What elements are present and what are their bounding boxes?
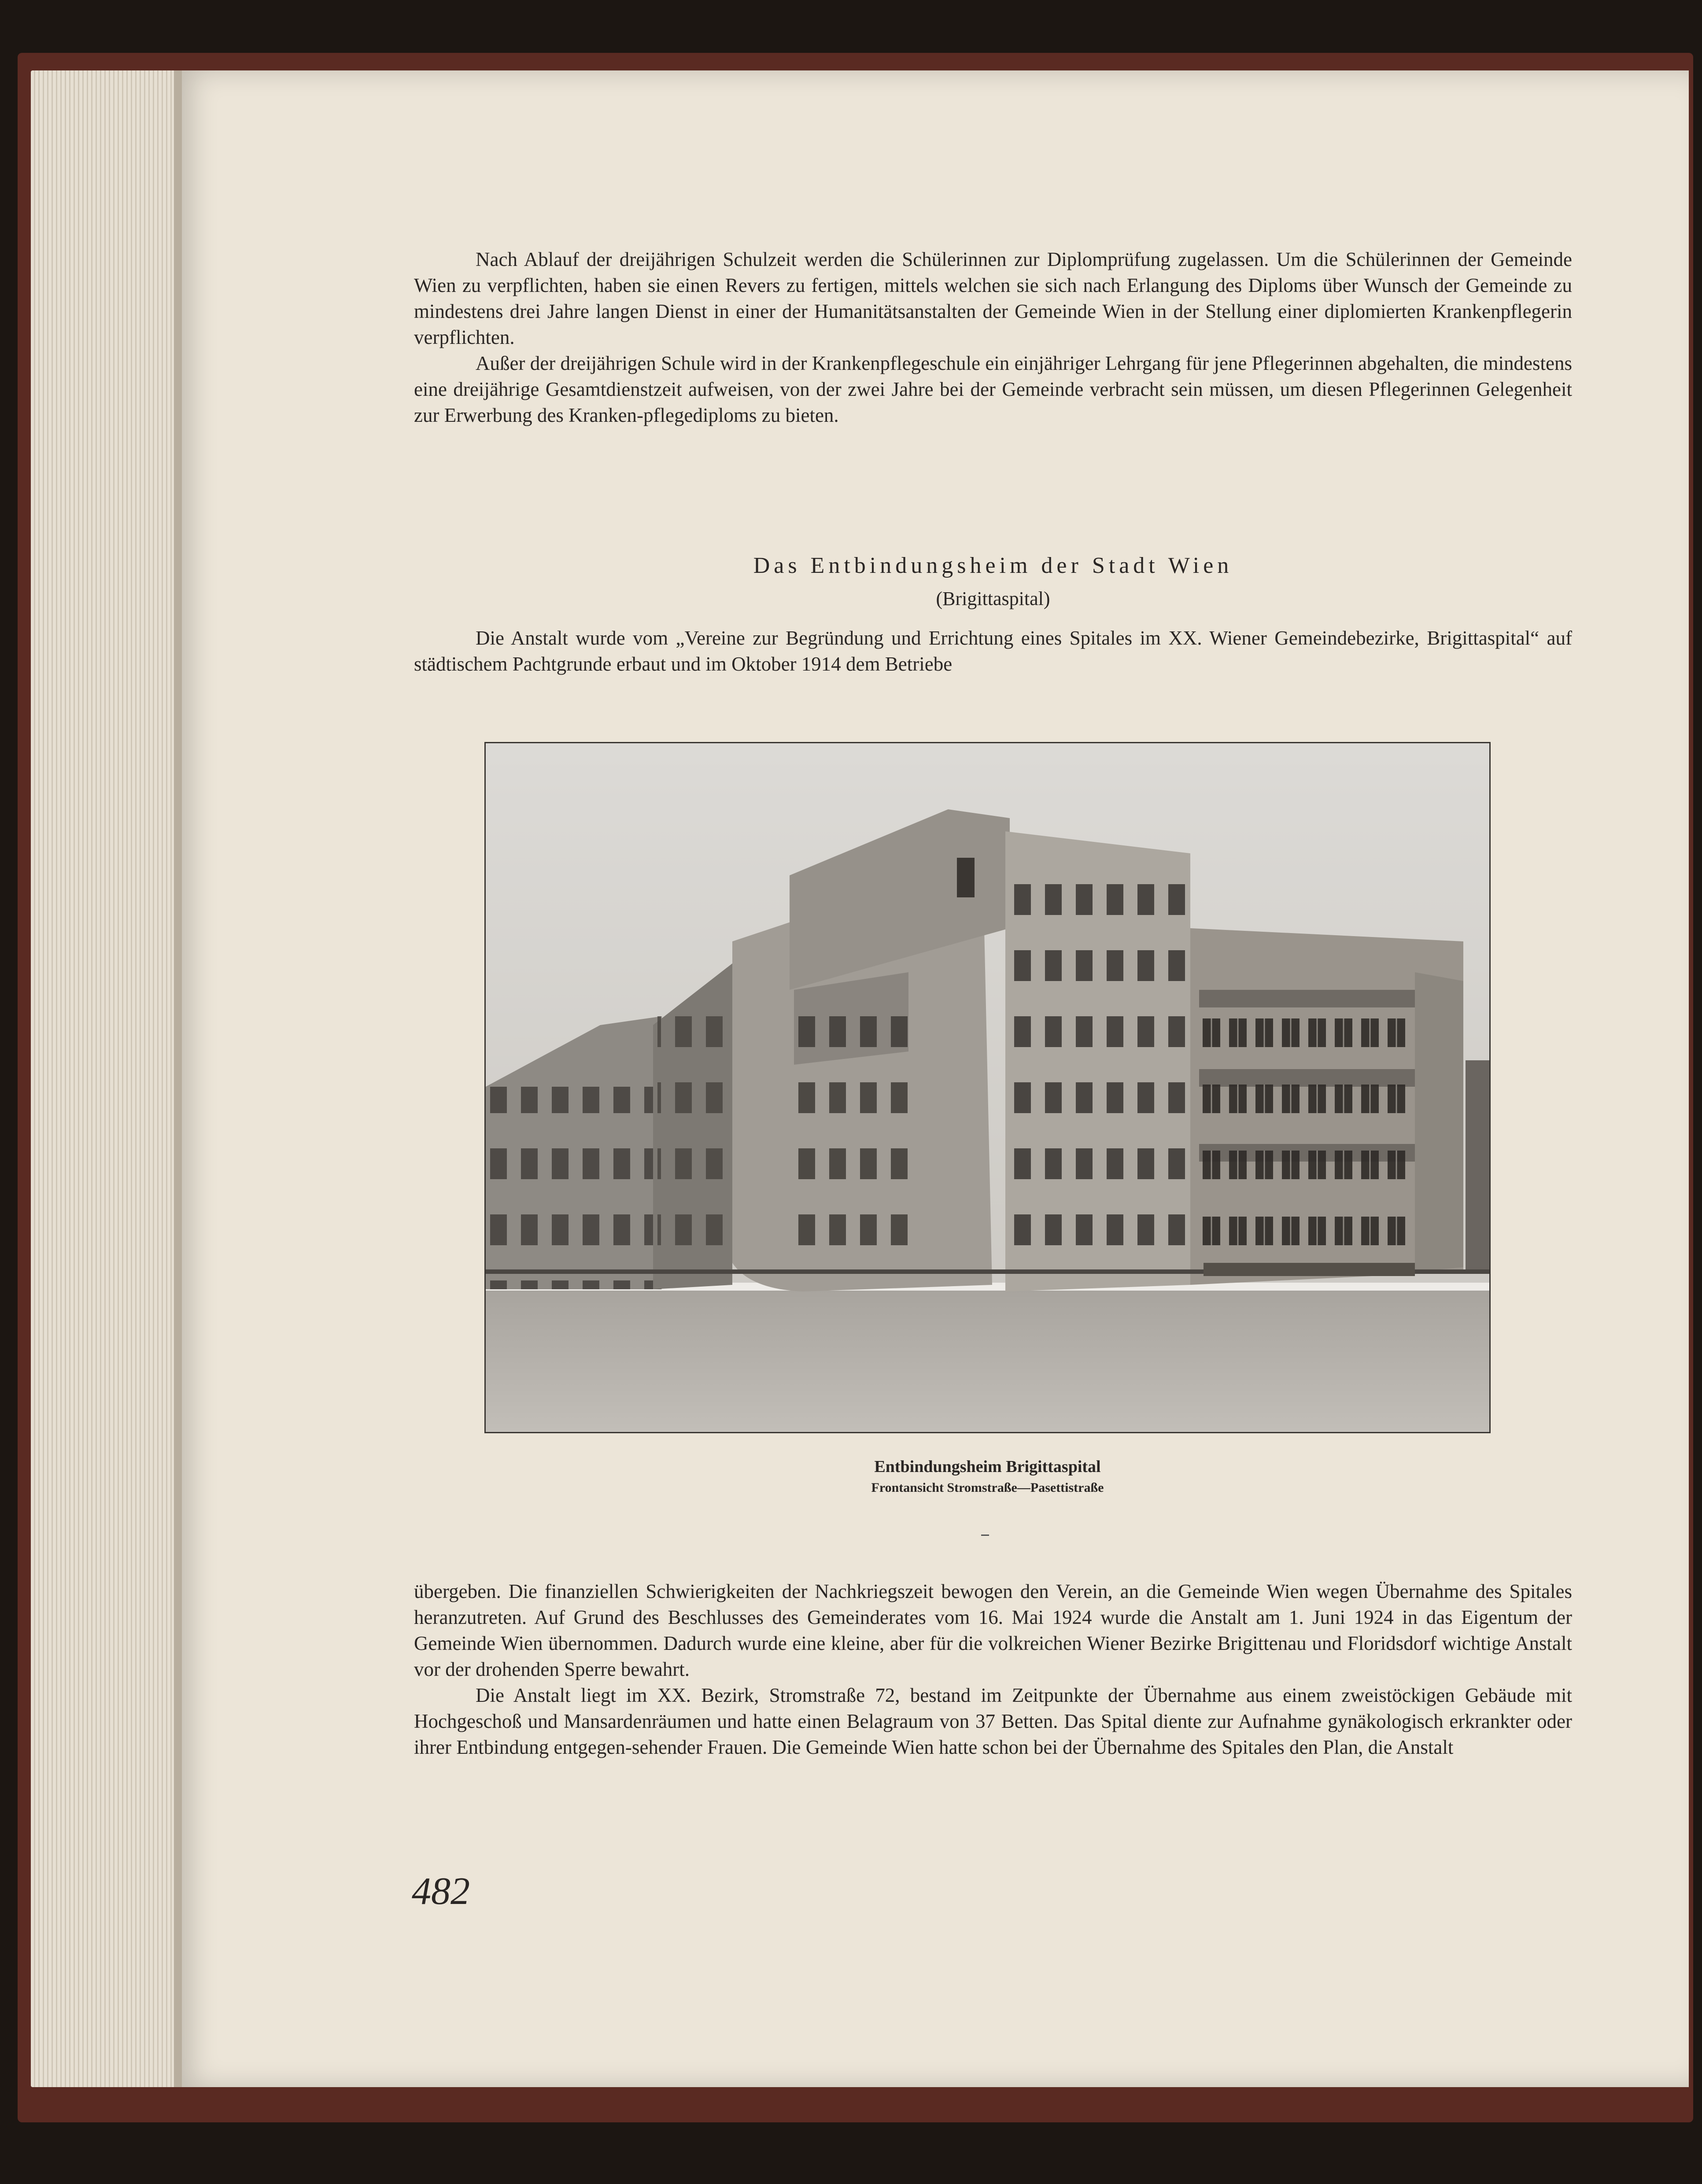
- building-photo: [484, 742, 1491, 1433]
- building-illustration: [486, 743, 1489, 1432]
- page-gutter: [174, 70, 182, 2087]
- page-edges: [31, 70, 176, 2087]
- caption-divider: [981, 1535, 989, 1536]
- paragraph-intro: Die Anstalt wurde vom „Vereine zur Begründung und Errichtung eines Spitales im XX. Wiener Gemeindebezirke, Brigittaspital“ auf städtischem Pachtgrunde erbaut und im Oktober 1914 dem Betriebe: [414, 627, 1572, 675]
- paragraph-takeover: übergeben. Die finanziellen Schwierigkeiten der Nachkriegszeit bewogen den Verein, an die Gemeinde Wien wegen Übernahme des Spitales heranzutreten. Auf Grund des Beschlusses des Gemeinderates vom 16. Mai 1924 wurde die Anstalt am 1. Juni 1924 in das Eigentum der Gemeinde Wien übernommen. Dadurch wurde eine kleine, aber für die volkreichen Wiener Bezirke Brigittenau und Floridsdorf wichtige Anstalt vor der drohenden Sperre bewahrt.: [414, 1580, 1572, 1680]
- section-title: Das Entbindungsheim der Stadt Wien: [753, 553, 1233, 578]
- intro-text-block: [414, 625, 1572, 677]
- section-subtitle: (Brigittaspital): [936, 588, 1050, 609]
- caption-title: Entbindungsheim Brigittaspital: [874, 1457, 1101, 1476]
- paragraph-location: Die Anstalt liegt im XX. Bezirk, Stromstraße 72, bestand im Zeitpunkte der Übernahme aus einem zweistöckigen Gebäude mit Hochgeschoß und Mansardenräumen und hatte einen Belagraum von 37 Betten. Das Spital diente zur Aufnahme gynäkologisch erkrankter oder ihrer Entbindung entgegen-sehender Frauen. Die Gemeinde Wien hatte schon bei der Übernahme des Spitales den Plan, die Anstalt: [414, 1684, 1572, 1758]
- photo-caption: [484, 1455, 1491, 1498]
- paragraph-diploma: Nach Ablauf der dreijährigen Schulzeit werden die Schülerinnen zur Diplomprüfung zugelassen. Um die Schülerinnen der Gemeinde Wien zu verpflichten, haben sie einen Revers zu fertigen, mittels welchen sie sich nach Erlangung des Diploms über Wunsch der Gemeinde zu mindestens drei Jahre langen Dienst in einer der Humanitätsanstalten der Gemeinde Wien in der Stellung einer diplomierten Krankenpflegerin verpflichten.: [414, 248, 1572, 348]
- top-text-block: [414, 247, 1572, 428]
- paragraph-one-year-course: Außer der dreijährigen Schule wird in der Krankenpflegeschule ein einjähriger Lehrgang für jene Pflegerinnen abgehalten, die mindestens eine dreijährige Gesamtdienstzeit aufweisen, von der zwei Jahre bei der Gemeinde verbracht sein müssen, um diesen Pflegerinnen Gelegenheit zur Erwerbung des Kranken-pflegediploms zu bieten.: [414, 352, 1572, 426]
- caption-subtitle: Frontansicht Stromstraße—Pasettistraße: [871, 1480, 1104, 1495]
- section-heading: [414, 550, 1572, 613]
- page-number: 482: [412, 1870, 470, 1913]
- bottom-text-block: [414, 1579, 1572, 1760]
